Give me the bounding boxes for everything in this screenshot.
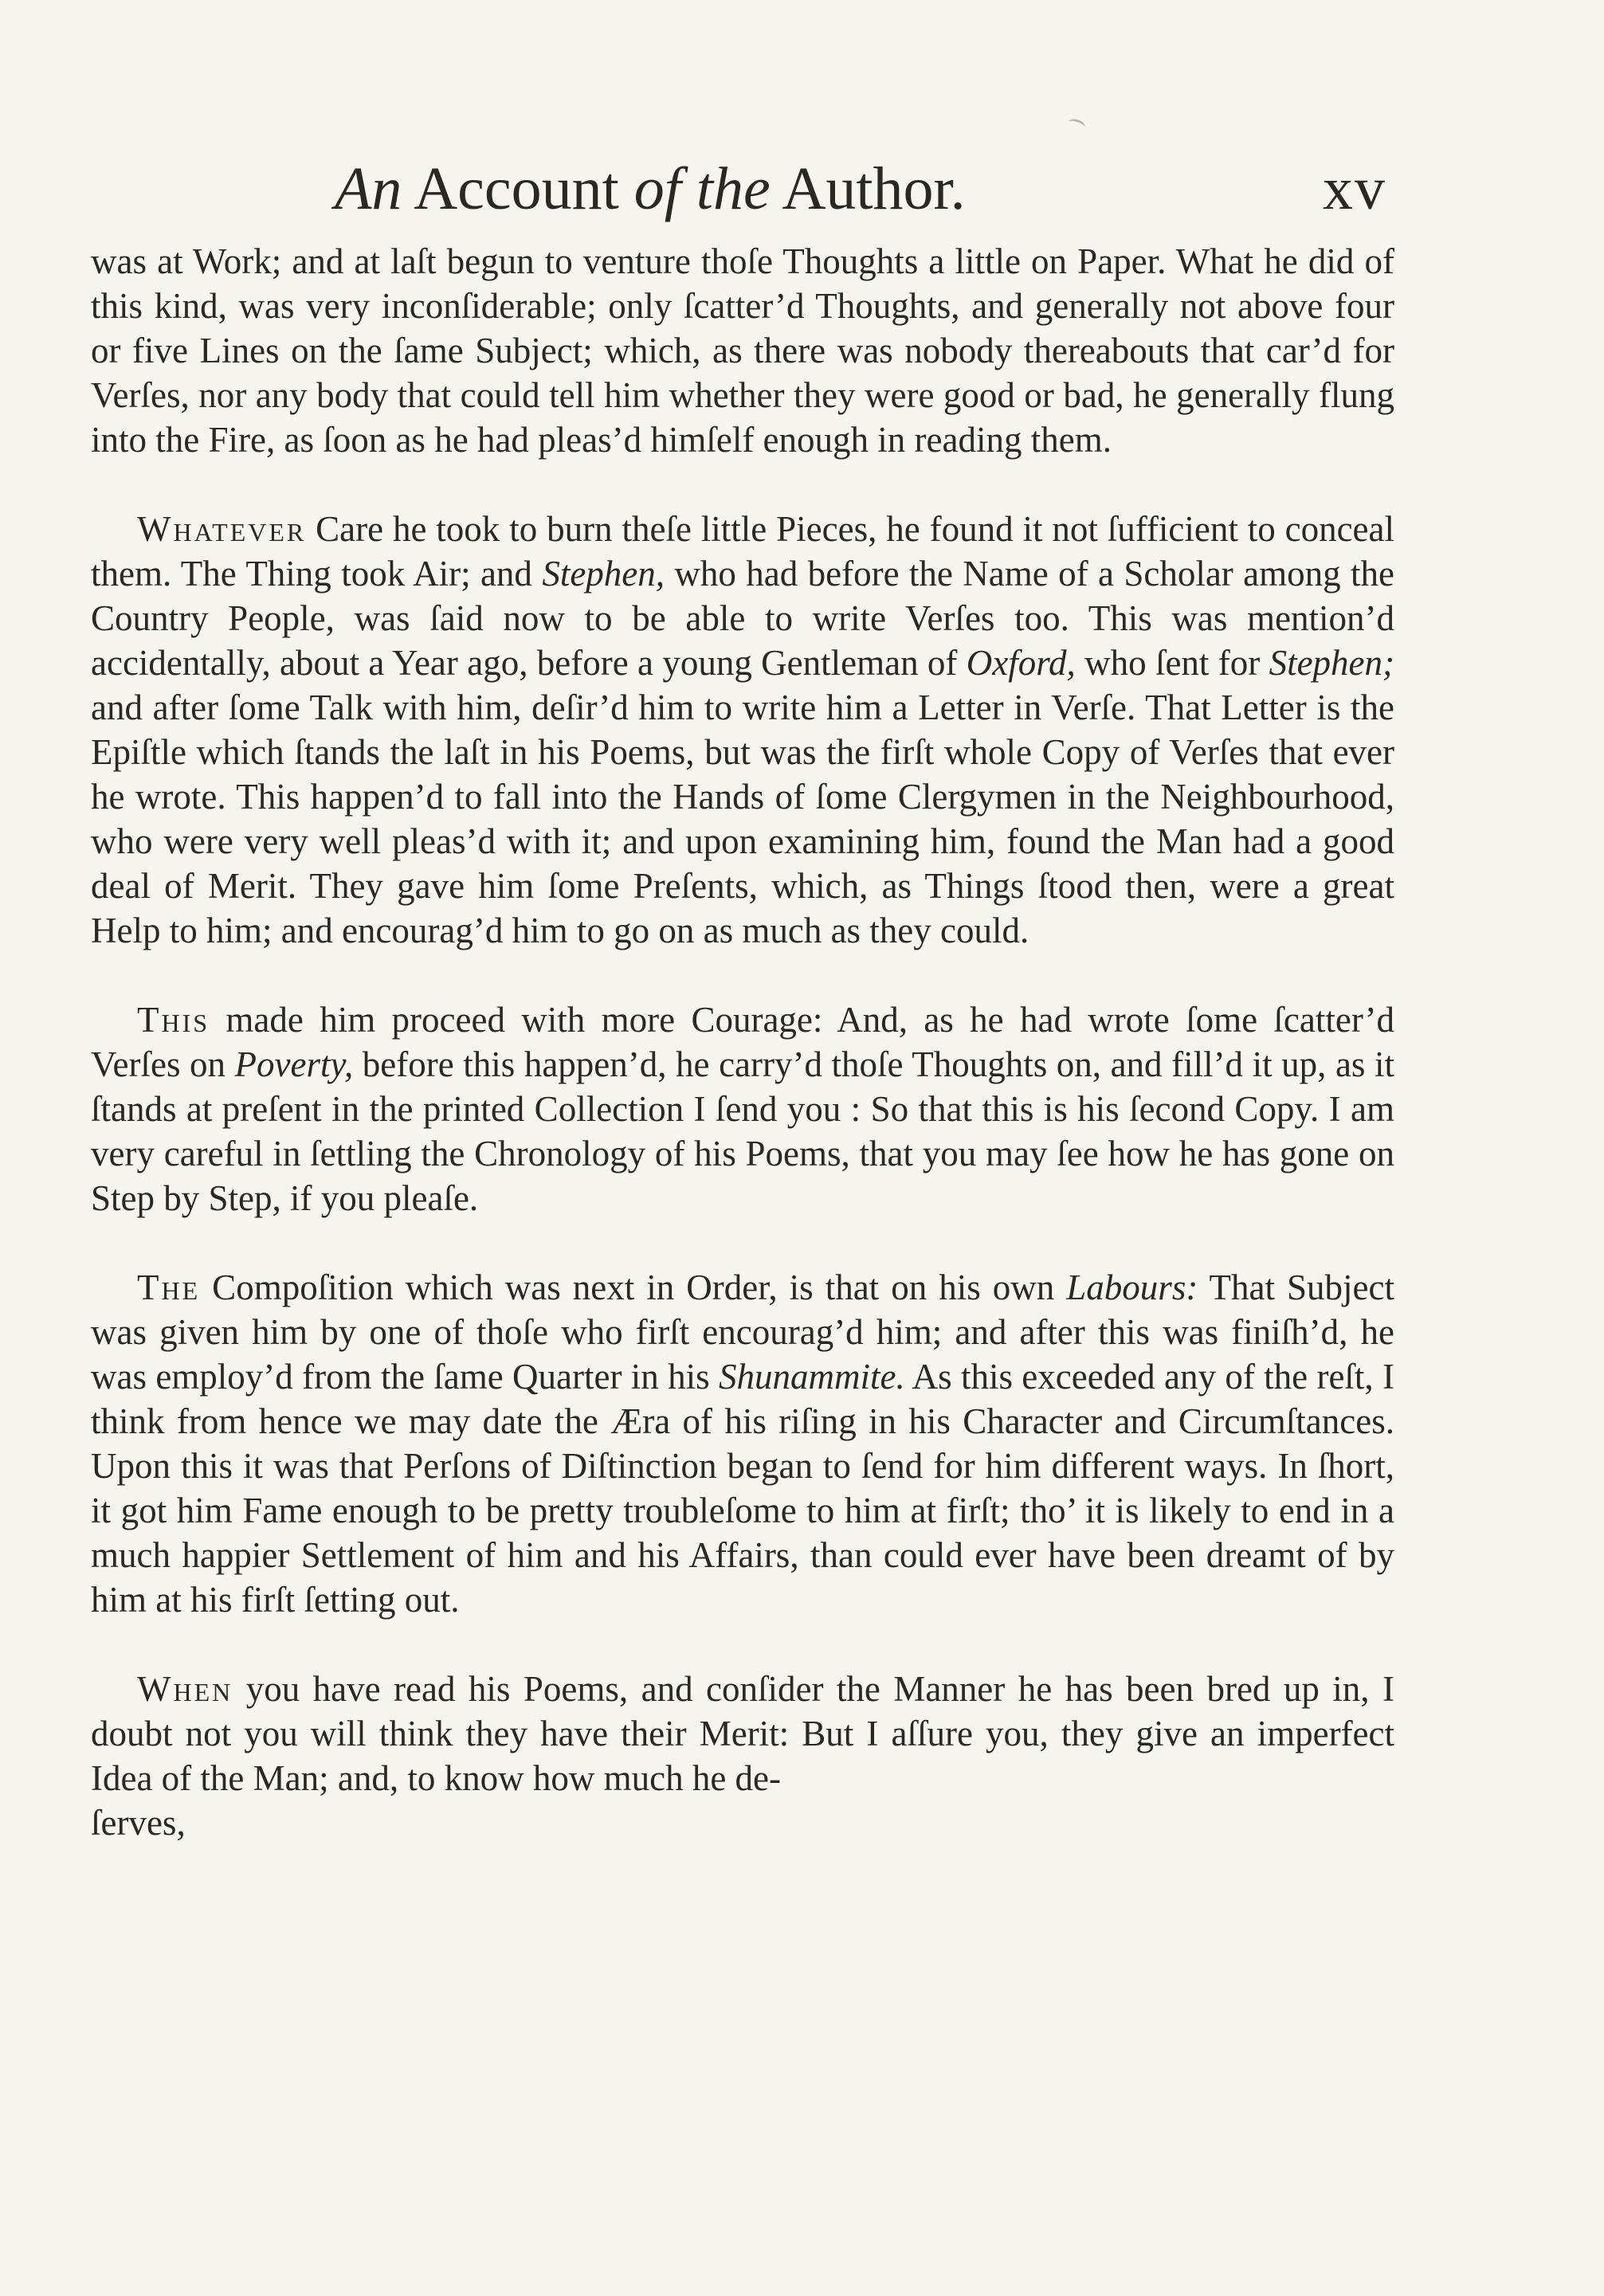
italic-text: Oxford, [966, 643, 1076, 683]
title-part: Account [402, 155, 634, 222]
italic-text: Stephen, [542, 554, 665, 594]
title-part: An [335, 155, 402, 222]
paragraph [91, 239, 1394, 462]
paragraph [91, 1265, 1394, 1622]
text-run: and after ſome Talk with him, deſir’d him to write him a Letter in Verſe. That Letter is the Epiſtle which ſtands the laſt in his Poems, but was the firſt whole Copy of Verſes that ever he wrote. This happen’d to fall into the Hands of ſome Clergymen in the Neighbourhood, who were very well pleas’d with it; and upon examining him, found the Man had a good deal of Merit. They gave him ſome Preſents, which, as Things ſtood then, were a great Help to him; and encourag’d him to go on as much as they could. [91, 688, 1394, 950]
italic-text: Poverty, [234, 1044, 354, 1084]
page-mark [1067, 117, 1087, 132]
text-run: That Subject was given him by one of thoſe who firſt encourag’d him; and after this was finiſh’d, he was employ’d from the ſame Quarter in his [91, 1268, 1394, 1397]
paragraph [91, 507, 1394, 953]
opening-word: Whatever [137, 509, 307, 549]
text-run: who had before the Name of a Scholar among the Country People, was ſaid now to be able to write Verſes too. This was mention’d accidentally, about a Year ago, before a young Gentleman of [91, 554, 1394, 683]
running-head-title [335, 153, 966, 225]
text-run: who ſent for [1075, 643, 1269, 683]
text-run: you have read his Poems, and conſider the Manner he has been bred up in, I doubt not you will think they have their Merit: But I aſſure you, they give an imperfect Idea of the Man; and, to know how much he de- [91, 1669, 1394, 1798]
opening-word: The [137, 1268, 201, 1307]
text-run: was at Work; and at laſt begun to venture thoſe Thoughts a little on Paper. What he did of this kind, was very inconſiderable; only ſcatter’d Thoughts, and generally not above four or five Lines on the ſame Subject; which, as there was nobody thereabouts that car’d for Verſes, nor any body that could tell him whether they were good or bad, he generally flung into the Fire, as ſoon as he had pleas’d himſelf enough in reading them. [91, 241, 1394, 460]
text-run: As this exceeded any of the reſt, I think from hence we may date the Æra of his riſing in his Character and Circumſtances. Upon this it was that Perſons of Diſtinction began to ſend for him different ways. In ſhort, it got him Fame enough to be pretty troubleſome to him at firſt; tho’ it is likely to end in a much happier Settlement of him and his Affairs, than could ever have been dreamt of by him at his firſt ſetting out. [91, 1357, 1394, 1620]
paragraph [91, 997, 1394, 1220]
title-part: of the [633, 155, 771, 222]
paragraph [91, 1667, 1394, 1800]
opening-word: When [137, 1669, 233, 1709]
running-head [335, 153, 1386, 225]
body-text [91, 239, 1394, 1845]
italic-text: Shunammite. [719, 1357, 905, 1397]
text-run: Compoſition which was next in Order, is that on his own [200, 1268, 1067, 1307]
italic-text: Labours: [1066, 1268, 1198, 1307]
title-part: Author. [770, 155, 966, 222]
catchword: ſerves, [91, 1803, 186, 1843]
page-number: xv [1323, 155, 1386, 222]
italic-text: Stephen; [1269, 643, 1394, 683]
text-run: made him proceed with more Courage: And, as he had wrote ſome ſcatter’d Verſes on [91, 1000, 1394, 1084]
text-run: Care he took to burn theſe little Pieces, he found it not ſufficient to conceal them. The Thing took Air; and [91, 509, 1394, 594]
opening-word: This [137, 1000, 210, 1040]
text-run: before this happen’d, he carry’d thoſe Thoughts on, and fill’d it up, as it ſtands at preſent in the printed Collection I ſend you : So that this is his ſecond Copy. I am very careful in ſettling the Chronology of his Poems, that you may ſee how he has gone on Step by Step, if you pleaſe. [91, 1044, 1394, 1218]
